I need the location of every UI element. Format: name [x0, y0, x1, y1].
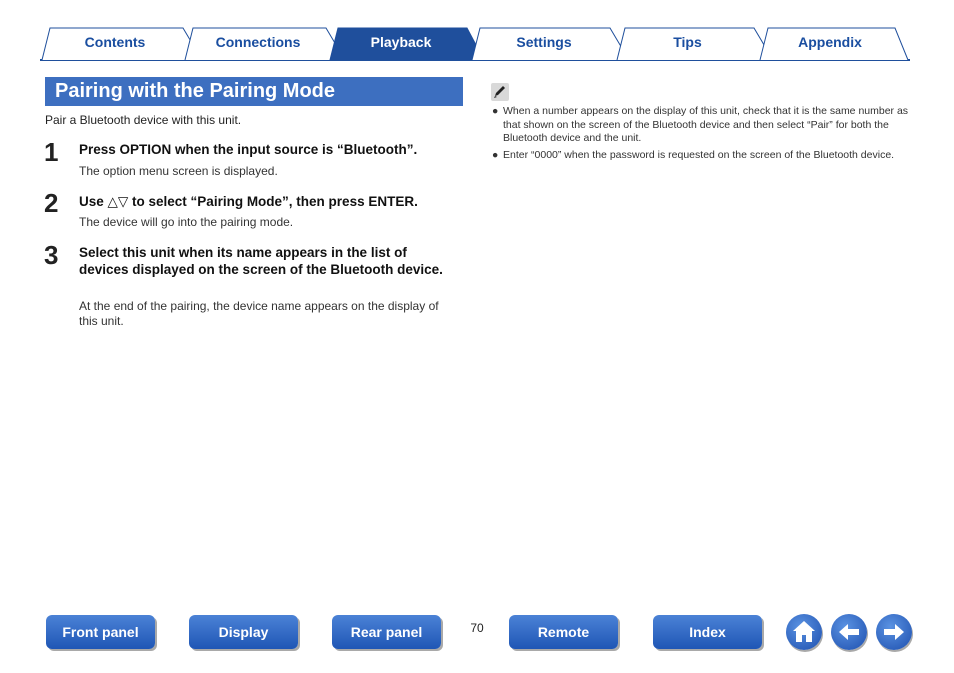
front-panel-button[interactable]: Front panel [46, 615, 155, 649]
tab-tips[interactable]: Tips [673, 34, 702, 50]
note-list [492, 105, 912, 165]
step-description: The device will go into the pairing mode. [79, 215, 294, 229]
note-text: When a number appears on the display of this unit, check that it is the same number as that shown on the screen of the Bluetooth device and then select “Pair” for both the Bluetooth device and the unit. [503, 105, 909, 144]
rear-panel-button[interactable]: Rear panel [332, 615, 441, 649]
remote-button[interactable]: Remote [509, 615, 618, 649]
tab-connections[interactable]: Connections [215, 34, 301, 50]
forward-button[interactable] [876, 614, 912, 650]
tab-bar [40, 24, 910, 64]
tab-playback[interactable]: Playback [370, 34, 432, 50]
step-heading: Press OPTION when the input source is “Bluetooth”. [79, 142, 418, 157]
index-button[interactable]: Index [653, 615, 762, 649]
step-number: 1 [44, 137, 59, 167]
bullet-icon: ● [492, 148, 499, 161]
tab-contents[interactable]: Contents [84, 34, 146, 50]
display-button[interactable]: Display [189, 615, 298, 649]
back-arrow-icon [831, 614, 867, 650]
step-heading: Select this unit when its name appears in the list of devices displayed on the screen of the Bluetooth device. [79, 245, 443, 277]
page-number: 70 [470, 621, 484, 635]
step-number: 2 [44, 188, 59, 218]
home-icon [786, 614, 822, 650]
home-button[interactable] [786, 614, 822, 650]
step-number: 3 [44, 240, 59, 270]
intro-text: Pair a Bluetooth device with this unit. [45, 113, 242, 127]
section-title: Pairing with the Pairing Mode [45, 77, 463, 106]
note-text: Enter “0000” when the password is requested on the screen of the Bluetooth device. [503, 148, 895, 161]
back-button[interactable] [831, 614, 867, 650]
note-item [492, 105, 912, 146]
forward-arrow-icon [876, 614, 912, 650]
step-description: The option menu screen is displayed. [79, 164, 278, 178]
step-description: At the end of the pairing, the device name appears on the display of this unit. [79, 299, 439, 328]
step-heading: Use △▽ to select “Pairing Mode”, then press ENTER. [79, 194, 418, 209]
pencil-icon [491, 83, 509, 101]
tab-settings[interactable]: Settings [516, 34, 572, 50]
note-item [492, 149, 912, 163]
bullet-icon: ● [492, 105, 499, 117]
tab-appendix[interactable]: Appendix [798, 34, 862, 50]
